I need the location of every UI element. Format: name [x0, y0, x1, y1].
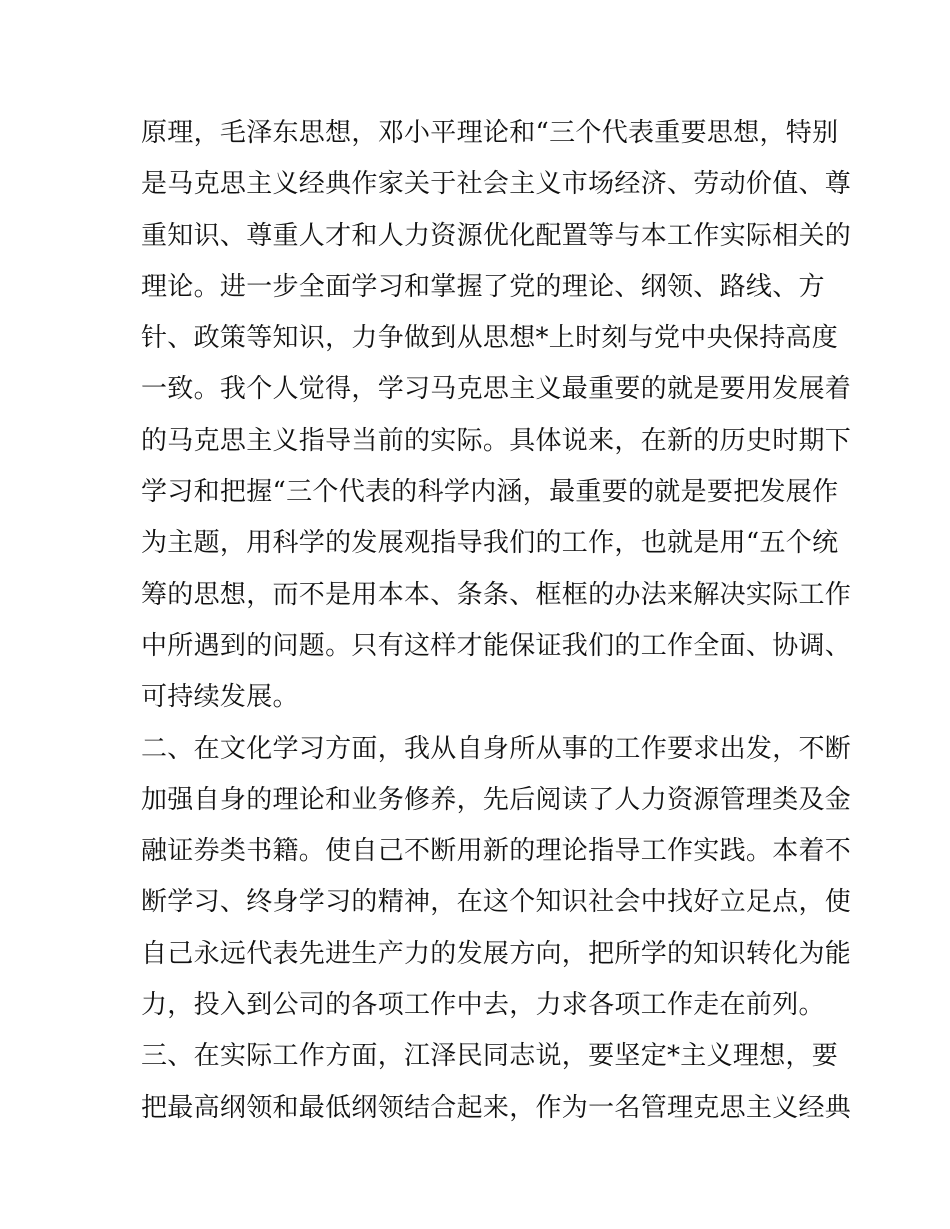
text-line: 加强自身的理论和业务修养，先后阅读了人力资源管理类及金 [141, 784, 852, 815]
text-line: 为主题，用科学的发展观指导我们的工作，也就是用“五个统 [141, 528, 839, 559]
text-line: 一致。我个人觉得，学习马克思主义最重要的就是要用发展着 [141, 374, 852, 405]
text-line: 力，投入到公司的各项工作中去，力求各项工作走在前列。 [141, 990, 825, 1021]
text-line: 自己永远代表先进生产力的发展方向，把所学的知识转化为能 [141, 938, 852, 969]
text-line: 断学习、终身学习的精神，在这个知识社会中找好立足点，使 [141, 887, 852, 918]
text-line: 学习和把握“三个代表的科学内涵，最重要的就是要把发展作 [141, 477, 839, 508]
text-line: 的马克思主义指导当前的实际。具体说来，在新的历史时期下 [141, 425, 852, 456]
text-line: 是马克思主义经典作家关于社会主义市场经济、劳动价值、尊 [141, 169, 852, 200]
text-line: 融证券类书籍。使自己不断用新的理论指导工作实践。本着不 [141, 836, 852, 867]
body-text [141, 108, 852, 1134]
text-line: 中所遇到的问题。只有这样才能保证我们的工作全面、协调、 [141, 630, 852, 661]
text-line: 筹的思想，而不是用本本、条条、框框的办法来解决实际工作 [141, 579, 852, 610]
text-line: 理论。进一步全面学习和掌握了党的理论、纲领、路线、方 [141, 271, 825, 302]
text-line: 把最高纲领和最低纲领结合起来，作为一名管理克思主义经典 [141, 1092, 852, 1123]
text-line: 三、在实际工作方面，江泽民同志说，要坚定*主义理想，要 [141, 1041, 839, 1072]
text-line: 重知识、尊重人才和人力资源优化配置等与本工作实际相关的 [141, 220, 852, 251]
text-line: 针、政策等知识，力争做到从思想*上时刻与党中央保持高度 [141, 323, 839, 354]
text-line: 二、在文化学习方面，我从自身所从事的工作要求出发，不断 [141, 733, 852, 764]
text-line: 原理，毛泽东思想，邓小平理论和“三个代表重要思想，特别 [141, 118, 839, 148]
text-line: 可持续发展。 [141, 682, 299, 713]
